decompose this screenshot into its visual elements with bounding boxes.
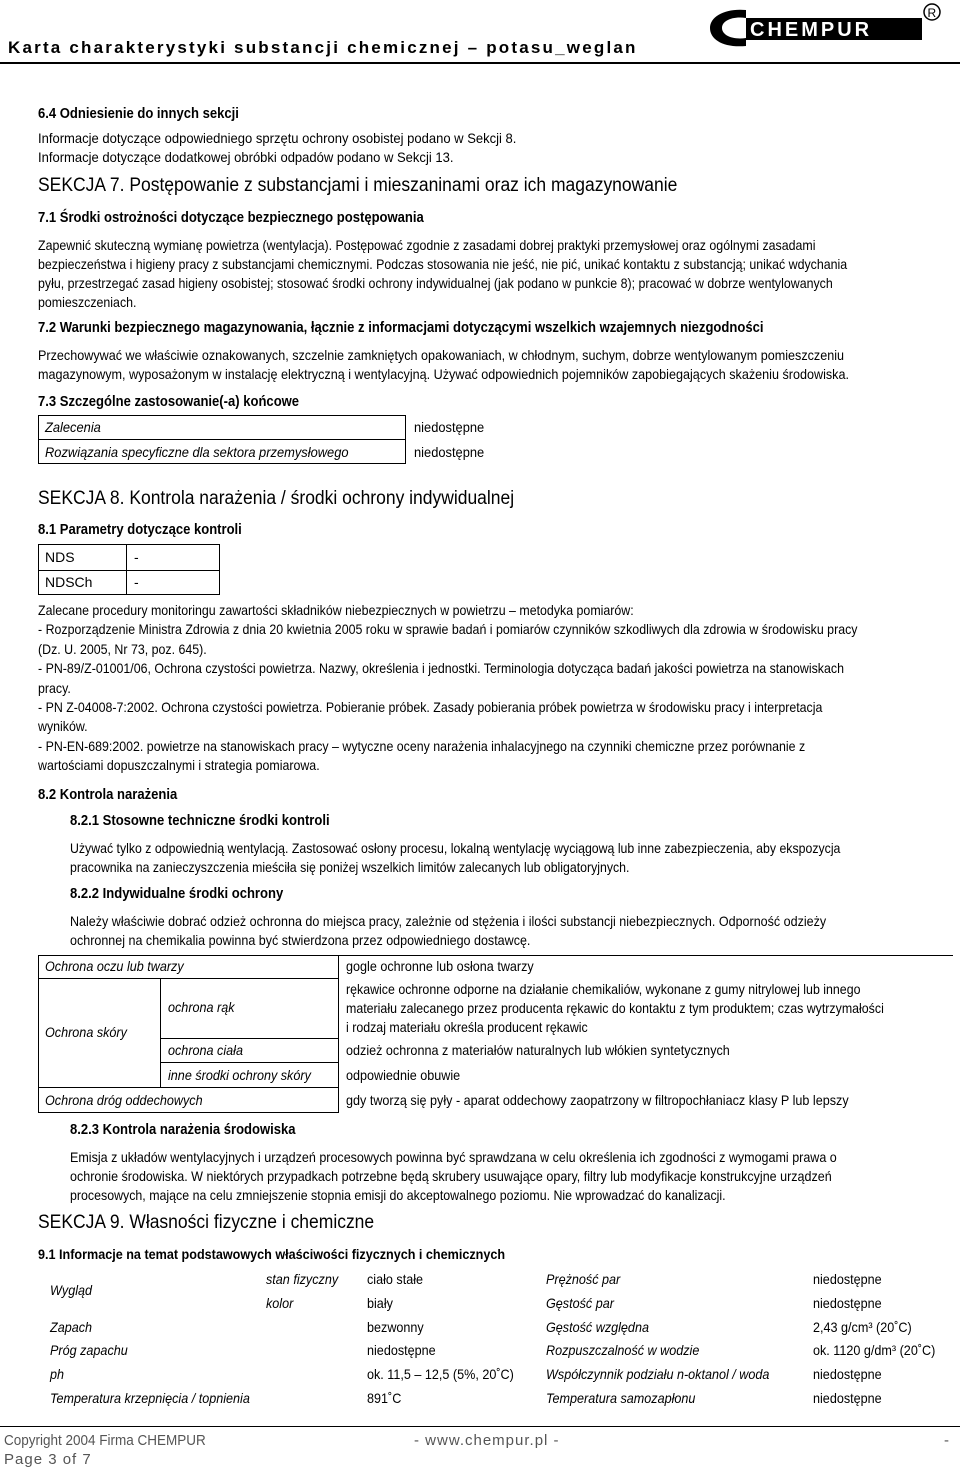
logo-text: CHEMPUR	[750, 19, 873, 41]
text-line: rękawice ochronne odporne na działanie chemikaliów, wykonane z gumy nitrylowej lub innego	[346, 981, 861, 997]
prop-label: Temperatura samozapłonu	[546, 1390, 696, 1406]
section-7-heading: SEKCJA 7. Postępowanie z substancjami i mieszaninami oraz ich magazynowanie	[38, 175, 678, 196]
text-7-2	[38, 346, 953, 384]
text-line: pyłu, przestrzegać zasad higieny osobistej; stosować środki ochrony indywidualnej (jak podano w punkcie 8); pracować w dobrze wentylowanych	[38, 275, 833, 291]
text-8-2-3	[70, 1148, 955, 1205]
ppe-resp-label: Ochrona dróg oddechowych	[45, 1092, 203, 1108]
prop-value: niedostępne	[813, 1366, 882, 1382]
monitoring-text	[38, 601, 953, 776]
text-line: pomieszczeniach.	[38, 294, 137, 310]
text-8-2-1	[70, 839, 955, 877]
text-line: Przechowywać we właściwie oznakowanych, szczelnie zamkniętych opakowaniach, w chłodnym, suchym, dobrze wentylowanym pomieszczeniu	[38, 347, 845, 363]
text-line: procesowych, mające na celu zmniejszenie stopnia emisji do akceptowalnego poziomu. Nie wprowadzać do kanalizacji.	[70, 1187, 726, 1203]
text-line: materiału zalecanego przez producenta rękawic do kontaktu z tym produktem; czas wytrzymałości	[346, 1000, 884, 1016]
text-line: - Rozporządzenie Ministra Zdrowia z dnia 20 kwietnia 2005 roku w sprawie badań i pomiarów czynników szkodliwych dla zdrowia w środowisku pracy	[38, 621, 858, 638]
prop-value: biały	[367, 1295, 393, 1311]
header-rule	[0, 62, 960, 64]
footer-dash: -	[944, 1432, 949, 1449]
heading-9-1: 9.1 Informacje na temat podstawowych właściwości fizycznych i chemicznych	[38, 1246, 506, 1262]
text-7-1	[38, 236, 953, 312]
table-value: -	[134, 549, 139, 565]
footer-website: - www.chempur.pl -	[414, 1432, 560, 1449]
prop-label: ph	[50, 1366, 65, 1382]
text-line: Używać tylko z odpowiednią wentylacją. Zastosować osłony procesu, lokalną wentylację wyciągową lub inne zabezpieczenia, aby ekspozycja	[70, 840, 841, 856]
heading-6-4: 6.4 Odniesienie do innych sekcji	[38, 106, 239, 122]
prop-value: 891˚C	[367, 1390, 402, 1406]
prop-label: Gęstość par	[546, 1295, 614, 1311]
prop-sublabel: stan fizyczny	[266, 1271, 339, 1287]
prop-value: 2,43 g/cm³ (20˚C)	[813, 1319, 912, 1335]
ppe-eyes-label: Ochrona oczu lub twarzy	[45, 958, 184, 974]
table-label: Rozwiązania specyficzne dla sektora przemysłowego	[45, 444, 349, 460]
footer-copyright: Copyright 2004 Firma CHEMPUR	[4, 1432, 206, 1449]
document-title: Karta charakterystyki substancji chemicznej – potasu_weglan	[8, 38, 638, 57]
footer-rule	[0, 1426, 960, 1427]
text-line: pracy.	[38, 679, 71, 696]
ppe-eyes-value: gogle ochronne lub osłona twarzy	[346, 958, 534, 974]
ppe-resp-value: gdy tworzą się pyły - aparat oddechowy zaopatrzony w filtropochłaniacz klasy P lub lepszy	[346, 1092, 849, 1108]
prop-label: Prężność par	[546, 1271, 621, 1287]
ppe-other-label: inne środki ochrony skóry	[168, 1067, 311, 1083]
heading-8-2-2: 8.2.2 Indywidualne środki ochrony	[70, 886, 284, 902]
table-divider	[126, 544, 127, 595]
prop-label: Wygląd	[50, 1282, 93, 1298]
text-line: magazynowym, wyposażonym w instalację elektryczną i wentylacyjną. Używać odpowiednich pojemników zapobiegających skażeniu środowiska.	[38, 366, 849, 382]
text-line: wartościami dopuszczalnymi i strategia pomiarowa.	[38, 757, 320, 774]
prop-label: Współczynnik podziału n-oktanol / woda	[546, 1366, 770, 1382]
prop-value: ok. 11,5 – 12,5 (5%, 20˚C)	[367, 1366, 514, 1382]
prop-label: Temperatura krzepnięcia / topnienia	[50, 1390, 250, 1406]
prop-value: ciało stałe	[367, 1271, 424, 1287]
ppe-skin-label: Ochrona skóry	[45, 1024, 127, 1040]
ppe-body-label: ochrona ciała	[168, 1042, 243, 1058]
chempur-logo	[706, 2, 944, 52]
prop-value: bezwonny	[367, 1319, 424, 1335]
prop-value: ok. 1120 g/dm³ (20˚C)	[813, 1342, 936, 1358]
text-line: - PN Z-04008-7:2002. Ochrona czystości powietrza. Pobieranie próbek. Zasady pobierania próbek powietrza w środowisku pracy i interpretacja	[38, 699, 823, 716]
text-line: (Dz. U. 2005, Nr 73, poz. 645).	[38, 640, 207, 657]
text-line: Emisja z układów wentylacyjnych i urządzeń procesowych powinna być sprawdzana w celu określenia ich zgodności z wymogami prawa o	[70, 1149, 837, 1165]
heading-8-2-3: 8.2.3 Kontrola narażenia środowiska	[70, 1122, 296, 1138]
ppe-hands-value	[346, 980, 956, 1037]
text-line: i rodzaj materiału określa producent rękawic	[346, 1019, 588, 1035]
table-value: -	[134, 574, 139, 590]
prop-value: niedostępne	[367, 1342, 436, 1358]
text-6-4-line2: Informacje dotyczące dodatkowej obróbki odpadów podano w Sekcji 13.	[38, 149, 454, 165]
heading-8-2-1: 8.2.1 Stosowne techniczne środki kontroli	[70, 813, 330, 829]
prop-label: Gęstość względna	[546, 1319, 649, 1335]
ppe-hands-label: ochrona rąk	[168, 999, 235, 1015]
text-line: ochronnej na chemikalia powinna być stwierdzona przez odpowiedniego dostawcę.	[70, 932, 531, 948]
table-label: Zalecenia	[45, 419, 101, 435]
prop-label: Rozpuszczalność w wodzie	[546, 1342, 700, 1358]
table-value: niedostępne	[414, 419, 485, 435]
heading-7-1: 7.1 Środki ostrożności dotyczące bezpiecznego postępowania	[38, 210, 424, 226]
text-line: - PN-89/Z-01001/06, Ochrona czystości powietrza. Nazwy, określenia i jednostki. Terminologia dotycząca badań jakości powietrza na stanowiskach	[38, 660, 844, 677]
table-label: NDSCh	[45, 574, 93, 590]
ppe-other-value: odpowiednie obuwie	[346, 1067, 461, 1083]
text-line: wyników.	[38, 718, 88, 735]
heading-7-2: 7.2 Warunki bezpiecznego magazynowania, łącznie z informacjami dotyczącymi wszelkich wzajemnych niezgodności	[38, 320, 764, 336]
text-6-4-line1: Informacje dotyczące odpowiedniego sprzętu ochrony osobistej podano w Sekcji 8.	[38, 130, 517, 146]
prop-label: Próg zapachu	[50, 1342, 128, 1358]
text-line: pracownika na zanieczyszczenia mieściła się poniżej wszelkich limitów zalecanych lub obligatoryjnych.	[70, 859, 630, 875]
text-line: bezpieczeństwa i higieny pracy z substancjami chemicznymi. Podczas stosowania nie jeść, nie pić, unikać kontaktu z substancją; unikać wdychania	[38, 256, 848, 272]
section-8-heading: SEKCJA 8. Kontrola narażenia / środki ochrony indywidualnej	[38, 488, 515, 509]
prop-value: niedostępne	[813, 1390, 882, 1406]
text-line: Zapewnić skuteczną wymianę powietrza (wentylacja). Postępować zgodnie z zasadami dobrej praktyki przemysłowej oraz ogólnymi zasadami	[38, 237, 816, 253]
section-9-heading: SEKCJA 9. Własności fizyczne i chemiczne	[38, 1212, 375, 1233]
prop-value: niedostępne	[813, 1295, 882, 1311]
text-line: ochronie środowiska. W niektórych przypadkach potrzebne będą skrubery usuwające opary, filtry lub modyfikacje konstrukcyjne urządzeń	[70, 1168, 832, 1184]
heading-7-3: 7.3 Szczególne zastosowanie(-a) końcowe	[38, 394, 300, 410]
text-line: - PN-EN-689:2002. powietrze na stanowiskach pracy – wytyczne oceny narażenia inhalacyjnego na czynniki chemiczne przez porównanie z	[38, 737, 806, 754]
text-line: Zalecane procedury monitoringu zawartości składników niebezpiecznych w powietrzu – metodyka pomiarów:	[38, 602, 634, 618]
heading-8-1: 8.1 Parametry dotyczące kontroli	[38, 522, 242, 538]
text-line: Należy właściwie dobrać odzież ochronna do miejsca pracy, zależnie od stężenia i ilości substancji niebezpiecznych. Odporność odzieży	[70, 913, 827, 929]
ppe-body-value: odzież ochronna z materiałów naturalnych lub włókien syntetycznych	[346, 1042, 730, 1058]
heading-8-2: 8.2 Kontrola narażenia	[38, 787, 178, 803]
text-8-2-2	[70, 912, 955, 950]
table-label: NDS	[45, 549, 75, 565]
svg-text:R: R	[927, 6, 937, 20]
table-value: niedostępne	[414, 444, 485, 460]
footer-page-number: Page 3 of 7	[4, 1451, 92, 1468]
prop-label: Zapach	[50, 1319, 93, 1335]
prop-sublabel: kolor	[266, 1295, 294, 1311]
prop-value: niedostępne	[813, 1271, 882, 1287]
